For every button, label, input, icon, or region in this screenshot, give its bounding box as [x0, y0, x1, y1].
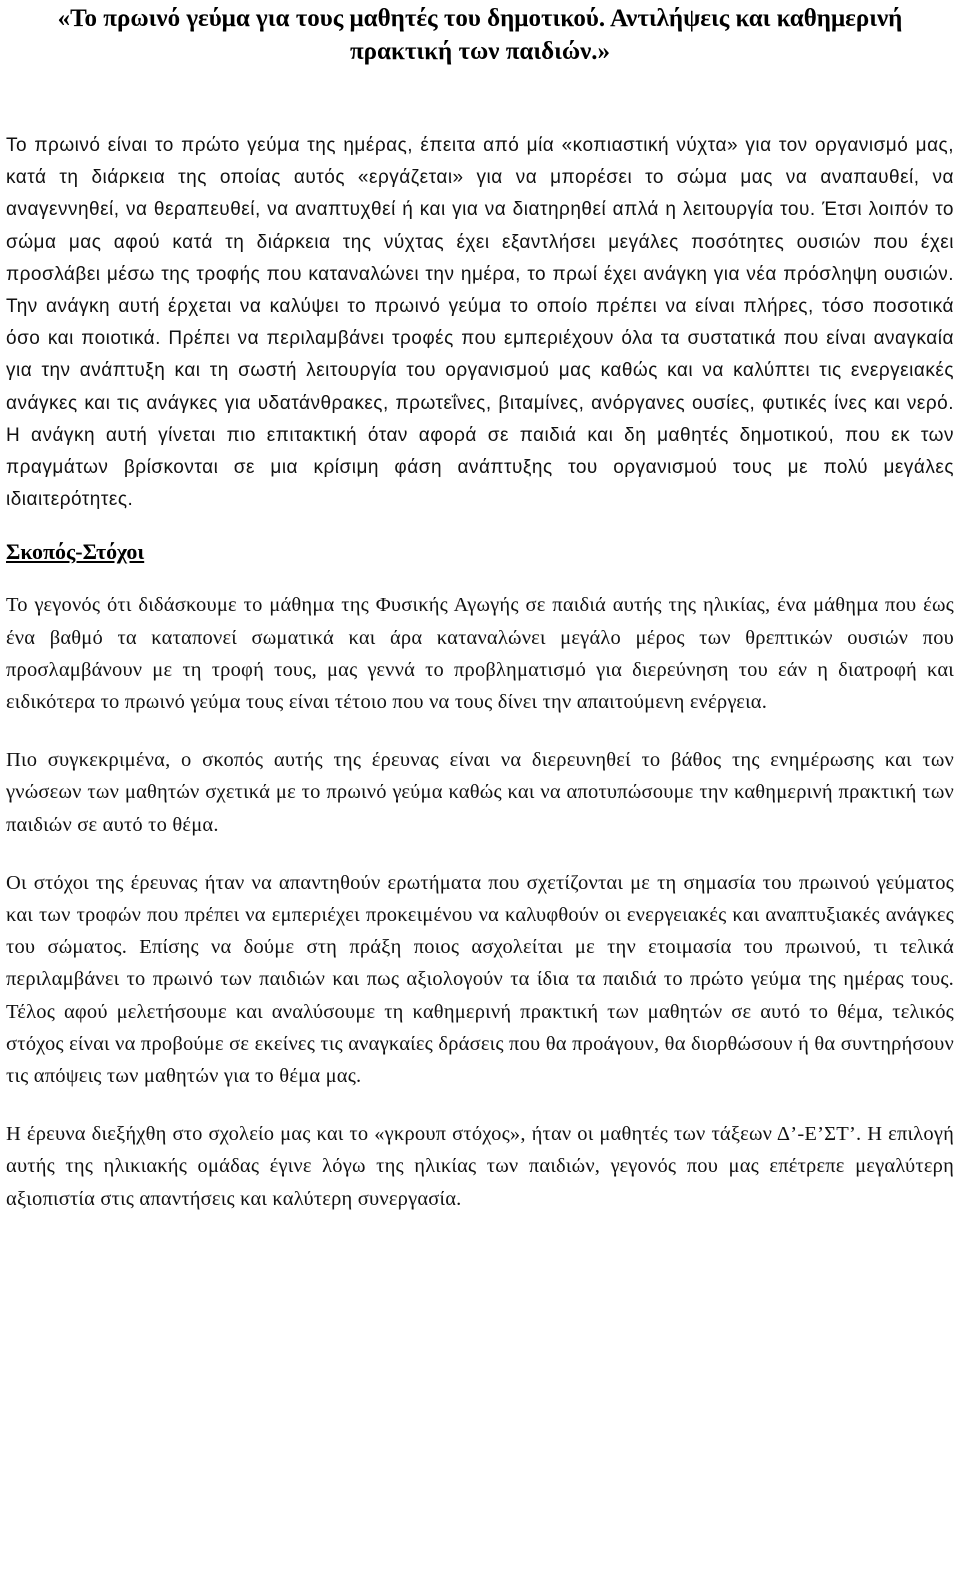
intro-paragraph: Το πρωινό είναι το πρώτο γεύμα της ημέρας, έπειτα από μία «κοπιαστική νύχτα» για τον οργανισμό μας, κατά τη διάρκεια της οποίας αυτός «εργάζεται» για να μπορέσει το σώμα μας να αναπαυθεί, να αναγεννηθεί, να θεραπευθεί, να αναπτυχθεί ή και για να διατηρηθεί απλά η λειτουργία του. Έτσι λοιπόν το σώμα μας αφού κατά τη διάρκεια της νύχτας έχει εξαντλήσει μεγάλες ποσότητες ουσιών που έχει προσλάβει μέσω της τροφής που καταναλώνει την ημέρα, το πρωί έχει ανάγκη για νέα πρόσληψη ουσιών. Την ανάγκη αυτή έρχεται να καλύψει το πρωινό γεύμα το οποίο πρέπει να είναι πλήρες, τόσο ποσοτικά όσο και ποιοτικά. Πρέπει να περιλαμβάνει τροφές που εμπεριέχουν όλα τα συστατικά που είναι αναγκαία για την ανάπτυξη και τη σωστή λειτουργία του οργανισμού μας καθώς και να καλύπτει τις ενεργειακές ανάγκες και τις ανάγκες για υδατάνθρακες, πρωτεΐνες, βιταμίνες, ανόργανες ουσίες, φυτικές ίνες και νερό. Η ανάγκη αυτή γίνεται πιο επιτακτική όταν αφορά σε παιδιά και δη μαθητές δημοτικού, που εκ των πραγμάτων βρίσκονται σε μια κρίσιμη φάση ανάπτυξης του οργανισμού τους με πολύ μεγάλες ιδιαιτερότητες. [6, 135, 954, 511]
document-title: «Το πρωινό γεύμα για τους μαθητές του δημοτικού. Αντιλήψεις και καθημερινή πρακτική των παιδιών.» [57, 5, 903, 65]
paragraph-3: Οι στόχοι της έρευνας ήταν να απαντηθούν ερωτήματα που σχετίζονται με τη σημασία του πρωινού γεύματος και των τροφών που πρέπει να εμπεριέχει προκειμένου να καλυφθούν οι ενεργειακές και αναπτυξιακές ανάγκες του σώματος. Επίσης να δούμε στη πράξη ποιος ασχολείται με την ετοιμασία του πρωινού, τι τελικά περιλαμβάνει το πρωινό των παιδιών και πως αξιολογούν τα ίδια τα παιδιά το πρώτο γεύμα της ημέρας τους. Τέλος αφού μελετήσουμε και αναλύσουμε τη καθημερινή πρακτική των μαθητών σε αυτό το θέμα, τελικός στόχος είναι να προβούμε σε εκείνες τις αναγκαίες δράσεις που θα προάγουν, θα διορθώσουν ή θα συντηρήσουν τις απόψεις των μαθητών για το θέμα μας. [6, 871, 954, 1088]
paragraph-2: Πιο συγκεκριμένα, ο σκοπός αυτής της έρευνας είναι να διερευνηθεί το βάθος της ενημέρωσης και των γνώσεων των μαθητών σχετικά με το πρωινό γεύμα καθώς και να αποτυπώσουμε την καθημερινή πρακτική των παιδιών σε αυτό το θέμα. [6, 749, 954, 836]
paragraph-1: Το γεγονός ότι διδάσκουμε το μάθημα της Φυσικής Αγωγής σε παιδιά αυτής της ηλικίας, ένα μάθημα που έως ένα βαθμό τα καταπονεί σωματικά και άρα καταναλώνει μεγάλο μέρος των θρεπτικών ουσιών που προσλαμβάνουν με τη τροφή τους, μας γεννά το προβληματισμό για διερεύνηση του εάν η διατροφή και ειδικότερα το πρωινό γεύμα τους είναι τέτοιο που να τους δίνει την απαιτούμενη ενέργεια. [6, 594, 954, 714]
document-page [6, 0, 954, 1215]
section-heading: Σκοπός-Στόχοι [6, 539, 145, 565]
paragraph-4: Η έρευνα διεξήχθη στο σχολείο μας και το «γκρουπ στόχος», ήταν οι μαθητές των τάξεων Δ’-Ε’ΣΤ’. Η επιλογή αυτής της ηλικιακής ομάδας έγινε λόγω της ηλικίας των παιδιών, γεγονός που μας επέτρεπε μεγαλύτερη αξιοπιστία στις απαντήσεις και καλύτερη συνεργασία. [6, 1123, 954, 1210]
